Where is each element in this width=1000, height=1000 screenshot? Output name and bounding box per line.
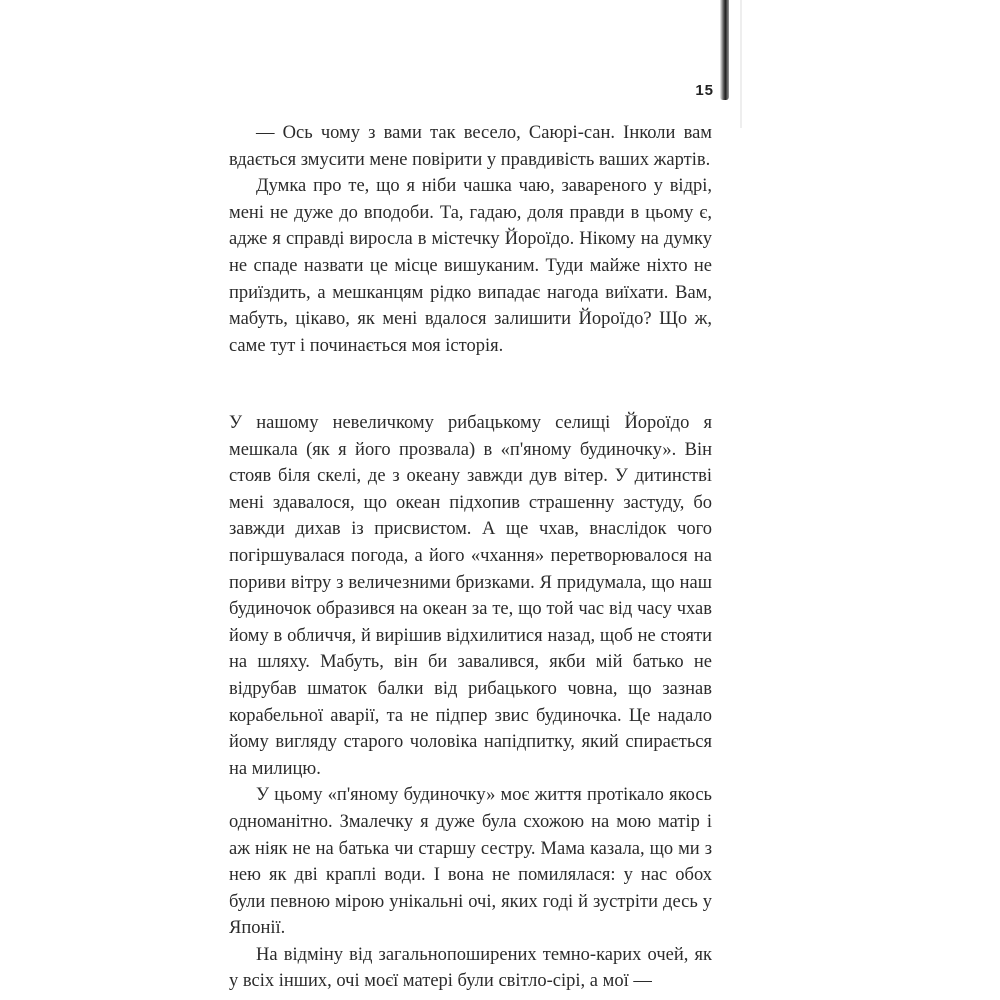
- paragraph: Думка про те, що я ніби чашка чаю, завареного у відрі, мені не дуже до вподоби. Та, гадаю, доля правди в цьому є, адже я справді виросла в містечку Йороїдо. Нікому на думку не спаде назвати це місце вишуканим. Туди майже ніхто не приїздить, а мешканцям рідко випадає нагода виїхати. Вам, мабуть, цікаво, як мені вдалося залишити Йороїдо? Що ж, саме тут і починається моя історія.: [229, 176, 712, 356]
- page-number: 15: [695, 82, 714, 99]
- page-edge-shadow: [740, 0, 742, 128]
- bookmark-ribbon: [720, 0, 729, 100]
- paragraph: — Ось чому з вами так весело, Саюрі-сан. Інколи вам вдається змусити мене повірити у правдивість ваших жартів.: [229, 123, 712, 170]
- paragraph: У нашому невеличкому рибацькому селищі Йороїдо я мешкала (як я його прозвала) в «п'яному будиночку». Він стояв біля скелі, де з океану завжди дув вітер. У дитинстві мені здавалося, що океан підхопив страшенну застуду, бо завжди дихав із присвистом. А ще чхав, внаслідок чого погіршувалася погода, а його «чхання» перетворювалося на пориви вітру з величезними бризками. Я придумала, що наш будиночок образився на океан за те, що той час від часу чхав йому в обличчя, й вирішив відхилитися назад, щоб не стояти на шляху. Мабуть, він би завалився, якби мій батько не відрубав шматок балки від рибацького човна, що зазнав корабельної аварії, та не підпер звис будиночка. Це надало йому вигляду старого чоловіка напідпитку, який спирається на милицю.: [229, 413, 712, 779]
- paragraph: На відміну від загальнопоширених темно-карих очей, як у всіх інших, очі моєї матері були світло-сірі, а мої —: [229, 944, 712, 992]
- paragraph: У цьому «п'яному будиночку» моє життя протікало якось одноманітно. Змалечку я дуже була схожою на мою матір і аж ніяк не на батька чи старшу сестру. Мама казала, що ми з нею як дві краплі води. І вона не помилялася: у нас обох були певною мірою унікальні очі, яких годі й зустріти десь у Японії.: [229, 785, 712, 939]
- text-section-2: [229, 410, 712, 995]
- text-section-1: [229, 120, 712, 359]
